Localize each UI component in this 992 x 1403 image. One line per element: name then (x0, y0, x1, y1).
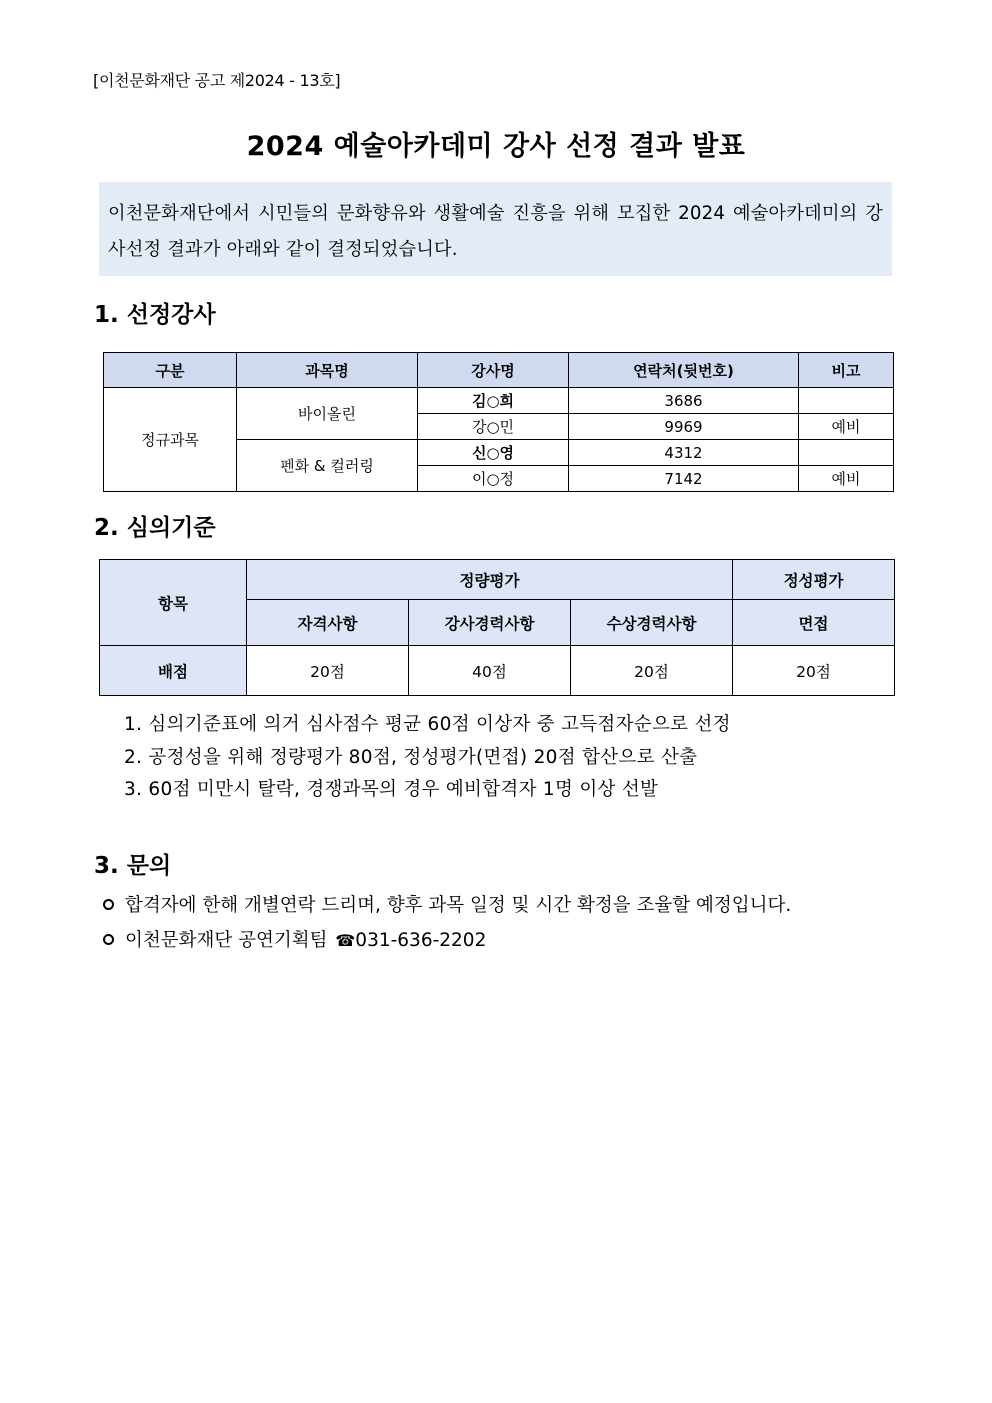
instructor-name: 신○영 (418, 440, 569, 466)
course-name: 바이올린 (237, 388, 418, 440)
header-contact: 연락처(뒷번호) (569, 353, 799, 388)
criteria-note: 3. 60점 미만시 탈락, 경쟁과목의 경우 예비합격자 1명 이상 선발 (124, 779, 659, 800)
course-name: 펜화 & 컬러링 (237, 440, 418, 492)
page-title: 2024 예술아카데미 강사 선정 결과 발표 (246, 131, 746, 162)
instructor-name: 이○정 (418, 466, 569, 492)
score-label: 배점 (100, 646, 247, 696)
subheader-award-career: 수상경력사항 (571, 600, 733, 646)
inquiry-item (103, 888, 791, 923)
header-category: 구분 (104, 353, 237, 388)
note-cell: 예비 (799, 466, 894, 492)
score-cell: 20점 (247, 646, 409, 696)
table-header-row (104, 353, 894, 388)
criteria-note: 1. 심의기준표에 의거 심사점수 평균 60점 이상자 중 고득점자순으로 선정 (124, 714, 731, 735)
criteria-table (99, 559, 895, 696)
phone-number: 031-636-2202 (355, 930, 487, 951)
contact-number: 7142 (569, 466, 799, 492)
table-row (100, 646, 895, 696)
instructor-name: 김○희 (418, 388, 569, 414)
section-title-criteria: 2. 심의기준 (94, 515, 216, 541)
category-cell: 정규과목 (104, 388, 237, 492)
intro-box: 이천문화재단에서 시민들의 문화향유와 생활예술 진흥을 위해 모집한 2024 예술아카데미의 강사선정 결과가 아래와 같이 결정되었습니다. (99, 182, 892, 276)
phone-icon: ☎ (335, 931, 356, 950)
subheader-teaching-career: 강사경력사항 (409, 600, 571, 646)
contact-number: 3686 (569, 388, 799, 414)
section-title-instructors: 1. 선정강사 (94, 302, 216, 328)
instructor-name: 강○민 (418, 414, 569, 440)
inquiry-text: 합격자에 한해 개별연락 드리며, 향후 과목 일정 및 시간 확정을 조율할 예정입니다. (125, 895, 792, 916)
contact-number: 4312 (569, 440, 799, 466)
subheader-qualification: 자격사항 (247, 600, 409, 646)
inquiry-item (103, 923, 791, 958)
notice-number: [이천문화재단 공고 제2024 - 13호] (93, 71, 341, 90)
item-header: 항목 (100, 560, 247, 646)
note-cell (799, 440, 894, 466)
header-note: 비고 (799, 353, 894, 388)
contact-number: 9969 (569, 414, 799, 440)
qualitative-header: 정성평가 (733, 560, 895, 600)
note-cell: 예비 (799, 414, 894, 440)
criteria-note: 2. 공정성을 위해 정량평가 80점, 정성평가(면접) 20점 합산으로 산출 (124, 746, 698, 768)
circle-bullet-icon (103, 934, 114, 945)
score-cell: 20점 (733, 646, 895, 696)
inquiry-text: 이천문화재단 공연기획팀 (125, 930, 328, 951)
instructor-table (103, 352, 894, 492)
criteria-notes (124, 709, 731, 807)
table-row (104, 388, 894, 414)
score-cell: 20점 (571, 646, 733, 696)
note-cell (799, 388, 894, 414)
score-cell: 40점 (409, 646, 571, 696)
inquiry-list (103, 888, 791, 958)
header-instructor: 강사명 (418, 353, 569, 388)
table-header-row (100, 560, 895, 600)
section-title-inquiry: 3. 문의 (94, 853, 172, 879)
subheader-interview: 면접 (733, 600, 895, 646)
quantitative-header: 정량평가 (247, 560, 733, 600)
header-course: 과목명 (237, 353, 418, 388)
circle-bullet-icon (103, 899, 114, 910)
